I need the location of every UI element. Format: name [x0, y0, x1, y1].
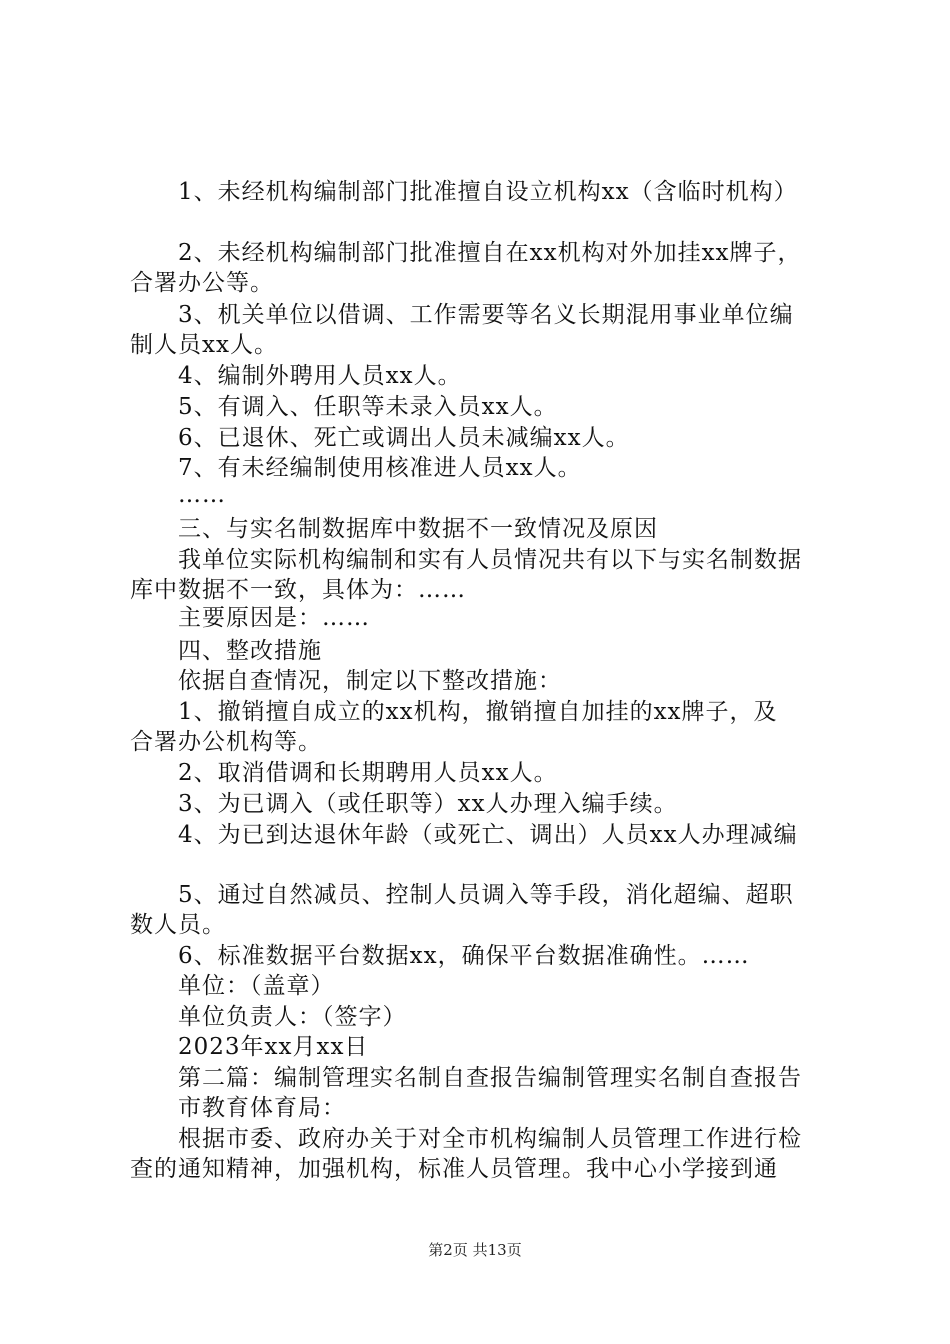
text-line: …… [178, 482, 226, 508]
text-line: 2、未经机构编制部门批准擅自在xx机构对外加挂xx牌子， [178, 240, 802, 266]
text-line: 查的通知精神，加强机构，标准人员管理。我中心小学接到通 [130, 1156, 778, 1182]
text-line: 单位负责人：（签字） [178, 1004, 407, 1030]
text-line: 6、已退休、死亡或调出人员未减编xx人。 [178, 425, 630, 451]
section-heading: 三、与实名制数据库中数据不一致情况及原因 [178, 516, 658, 542]
text-line: 1、撤销擅自成立的xx机构，撤销擅自加挂的xx牌子，及 [178, 699, 778, 725]
text-line: 市教育体育局： [178, 1095, 346, 1121]
text-line: 4、编制外聘用人员xx人。 [178, 363, 462, 389]
text-line: 根据市委、政府办关于对全市机构编制人员管理工作进行检 [178, 1126, 802, 1152]
text-line: 7、有未经编制使用核准进人员xx人。 [178, 455, 582, 481]
text-line: 2、取消借调和长期聘用人员xx人。 [178, 760, 558, 786]
text-line: 5、有调入、任职等未录入员xx人。 [178, 394, 558, 420]
text-line: 依据自查情况，制定以下整改措施： [178, 668, 562, 694]
text-line: 单位：（盖章） [178, 973, 335, 999]
text-line: 我单位实际机构编制和实有人员情况共有以下与实名制数据 [178, 547, 802, 573]
text-line: 合署办公等。 [130, 270, 274, 296]
section-heading: 四、整改措施 [178, 638, 322, 664]
text-line: 4、为已到达退休年龄（或死亡、调出）人员xx人办理减编 [178, 822, 798, 848]
text-line: 库中数据不一致，具体为：…… [130, 577, 466, 603]
text-line: 1、未经机构编制部门批准擅自设立机构xx（含临时机构） [178, 179, 798, 205]
text-line: 3、机关单位以借调、工作需要等名义长期混用事业单位编 [178, 302, 794, 328]
date-line: 2023年xx月xx日 [178, 1034, 369, 1060]
text-line: 数人员。 [130, 912, 226, 938]
text-line: 3、为已调入（或任职等）xx人办理入编手续。 [178, 791, 678, 817]
text-line: 主要原因是：…… [178, 605, 370, 631]
text-line: 制人员xx人。 [130, 332, 278, 358]
text-line: 5、通过自然减员、控制人员调入等手段，消化超编、超职 [178, 882, 794, 908]
text-line: 6、标准数据平台数据xx，确保平台数据准确性。…… [178, 943, 750, 969]
text-line: 合署办公机构等。 [130, 729, 322, 755]
page-number-footer: 第2页 共13页 [428, 1241, 522, 1259]
section-heading: 第二篇：编制管理实名制自查报告编制管理实名制自查报告 [178, 1065, 802, 1091]
